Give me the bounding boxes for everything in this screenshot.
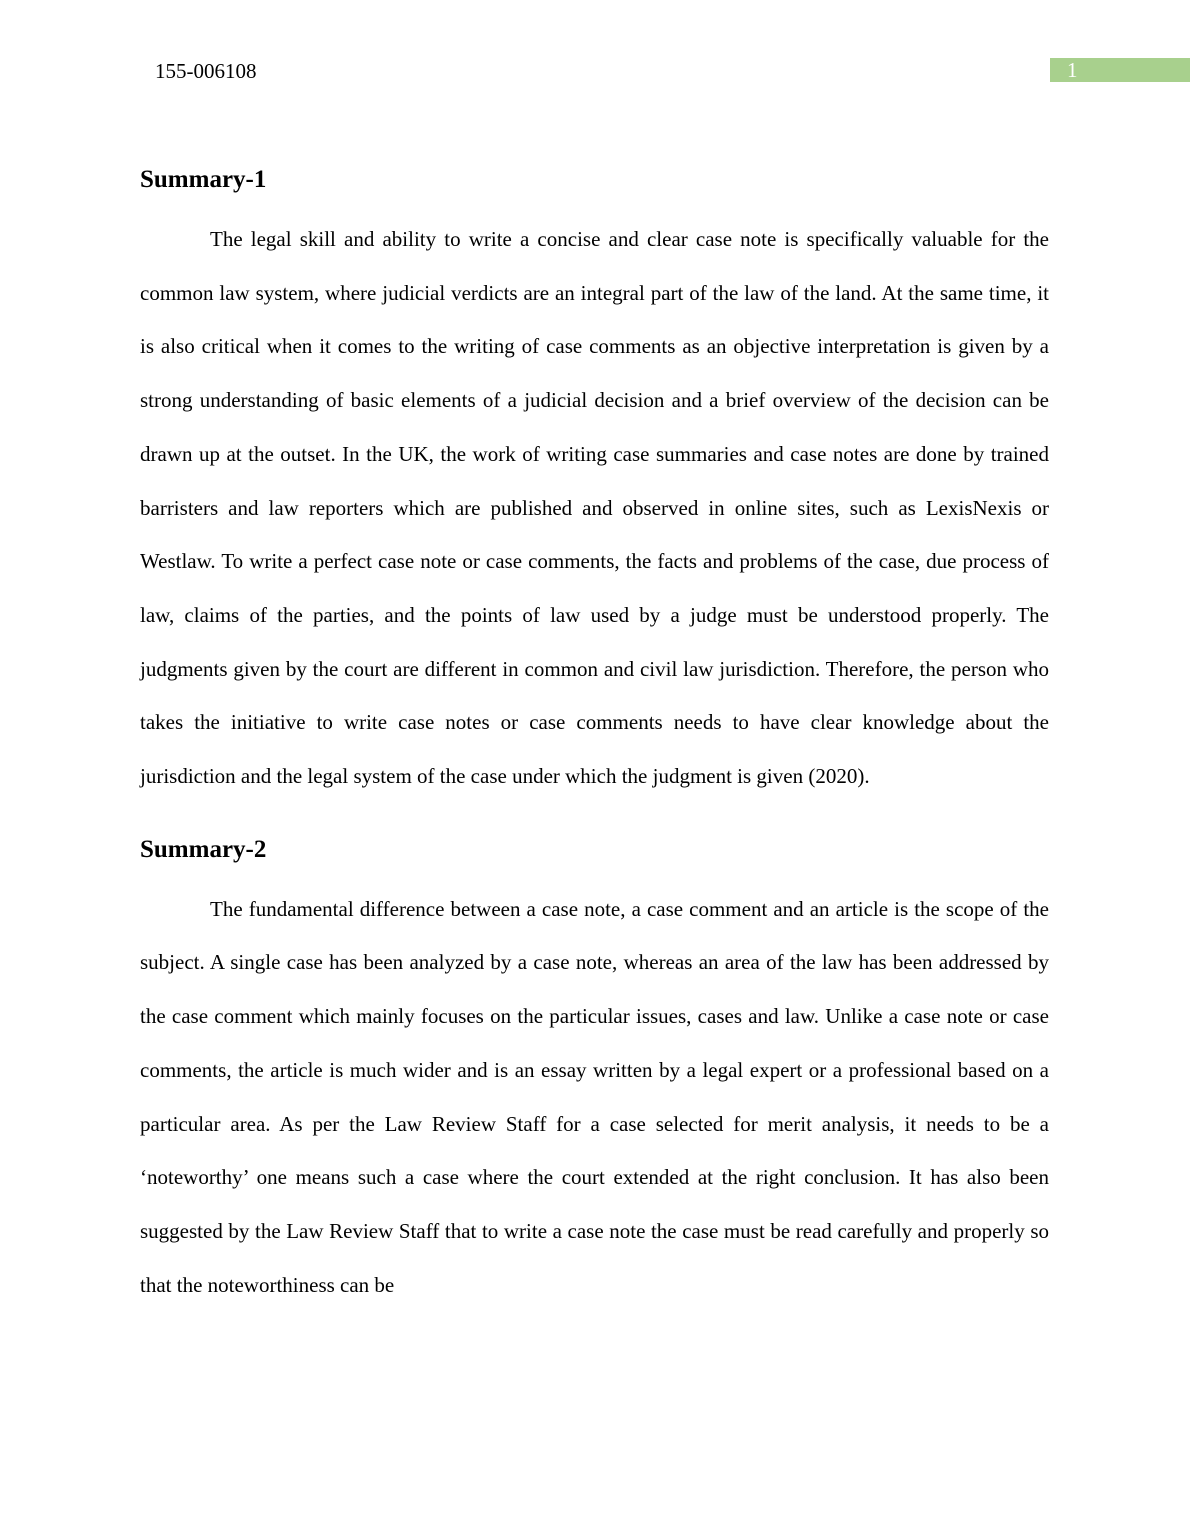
section-heading-summary-2: Summary-2 [140, 835, 267, 863]
section-paragraph-summary-1: The legal skill and ability to write a concise and clear case note is specifically valuable for the common law system, where judicial verdicts are an integral part of the law of the land. At the same time, it is also critical when it comes to the writing of case comments as an objective interpretation is given by a strong understanding of basic elements of a judicial decision and a brief overview of the decision can be drawn up at the outset. In the UK, the work of writing case summaries and case notes are done by trained barristers and law reporters which are published and observed in online sites, such as LexisNexis or Westlaw. To write a perfect case note or case comments, the facts and problems of the case, due process of law, claims of the parties, and the points of law used by a judge must be understood properly. The judgments given by the court are different in common and civil law jurisdiction. Therefore, the person who takes the initiative to write case notes or case comments needs to have clear knowledge about the jurisdiction and the legal system of the case under which the judgment is given (2020). [140, 227, 1049, 789]
document-id: 155-006108 [155, 59, 257, 83]
section-heading-summary-1: Summary-1 [140, 166, 267, 193]
page-number: 1 [1067, 58, 1078, 82]
section-paragraph-summary-2: The fundamental difference between a case note, a case comment and an article is the scope of the subject. A single case has been analyzed by a case note, whereas an area of the law has been addressed by the case comment which mainly focuses on the particular issues, cases and law. Unlike a case note or case comments, the article is much wider and is an essay written by a legal expert or a professional based on a particular area. As per the Law Review Staff for a case selected for merit analysis, it needs to be a ‘noteworthy’ one means such a case where the court extended at the right conclusion. It has also been suggested by the Law Review Staff that to write a case note the case must be read carefully and properly so that the noteworthiness can be [140, 896, 1049, 1297]
document-body [140, 160, 1049, 1312]
page-number-bar [1050, 58, 1190, 82]
